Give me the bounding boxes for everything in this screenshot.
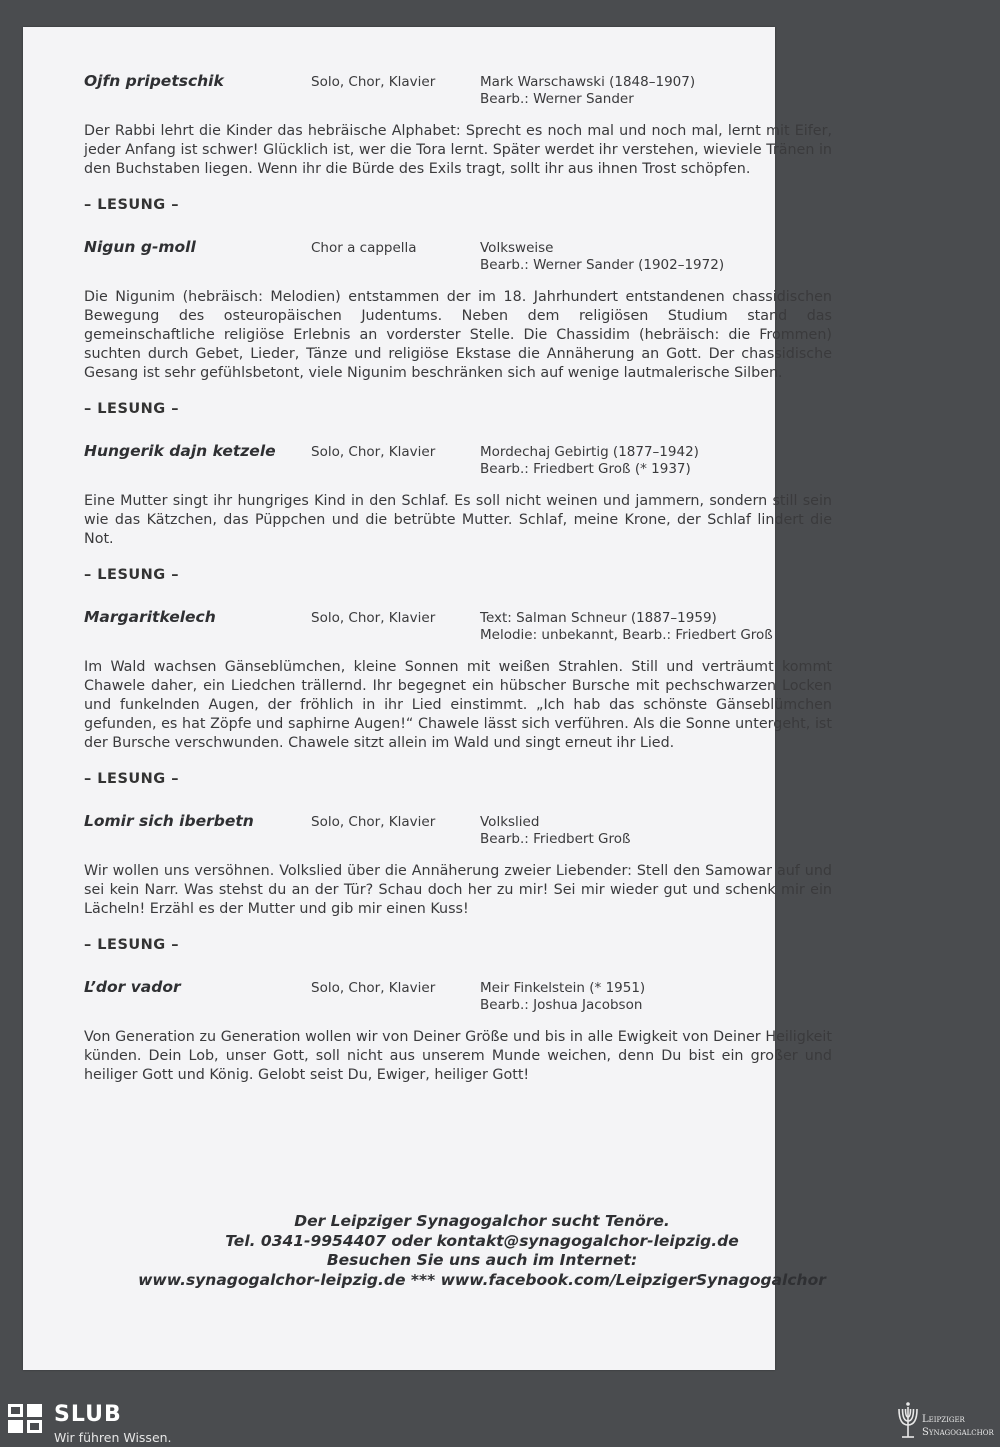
program-entry xyxy=(84,442,832,549)
notice-websites: www.synagogalchor-leipzig.de *** www.facebook.com/LeipzigerSynagogalchor xyxy=(138,1270,826,1289)
piece-description: Die Nigunim (hebräisch: Melodien) entstammen der im 18. Jahrhundert entstandenen chassidischen Bewegung des osteuropäischen Judentums. Neben dem religiösen Studium stand das gemeinschaftliche religiöse Erlebnis an vorderster Stelle. Die Chassidim (hebräisch: die Frommen) suchten durch Gebet, Lieder, Tänze und religiöse Ekstase die Annäherung an Gott. Der chassidische Gesang ist sehr gefühlsbetont, viele Nigunim beschränken sich auf wenige lautmalerische Silben. xyxy=(84,289,832,381)
piece-description: Wir wollen uns versöhnen. Volkslied über die Annäherung zweier Liebender: Stell den Samowar auf und sei kein Narr. Was stehst du an der Tür? Schau doch her zu mir! Sei mir wieder gut und schenk mir ein Lächeln! Erzähl es der Mutter und gib mir einen Kuss! xyxy=(84,863,832,917)
piece-description: Im Wald wachsen Gänseblümchen, kleine Sonnen mit weißen Strahlen. Still und verträumt kommt Chawele daher, ein Liedchen trällernd. Ihr begegnet ein hübscher Bursche mit pechschwarzen Locken und funkelnden Augen, der fröhlich in ihr Lied einstimmt. „Ich hab das schönste Gänseblümchen gefunden, es hat Zöpfe und saphirne Augen!“ Chawele lässt sich verführen. Als die Sonne untergeht, ist der Bursche verschwunden. Chawele sitzt allein im Wald und singt erneut ihr Lied. xyxy=(84,659,832,751)
entry-header xyxy=(84,608,820,648)
piece-title: Margaritkelech xyxy=(84,608,216,626)
piece-description: Der Rabbi lehrt die Kinder das hebräische Alphabet: Sprecht es noch mal und noch mal, lernt mit Eifer, jeder Anfang ist schwer! Glücklich ist, wer die Tora lernt. Später werdet ihr verstehen, wieviele Tränen in den Buchstaben liegen. Wenn ihr die Bürde des Exils tragt, sollt ihr aus ihnen Trost schöpfen. xyxy=(84,123,832,177)
composer-credit: Mordechaj Gebirtig (1877–1942) xyxy=(480,444,699,460)
composer-credit: Text: Salman Schneur (1887–1959) xyxy=(480,610,717,626)
piece-description: Eine Mutter singt ihr hungriges Kind in den Schlaf. Es soll nicht weinen und jammern, sondern still sein wie das Kätzchen, das Püppchen und die betrübte Mutter. Schlaf, meine Krone, der Schlaf lindert die Not. xyxy=(84,493,832,547)
slub-tagline: Wir führen Wissen. xyxy=(54,1430,172,1445)
program-entry xyxy=(84,978,832,1085)
piece-title: Hungerik dajn ketzele xyxy=(84,442,276,460)
composer-credit: Mark Warschawski (1848–1907) xyxy=(480,74,696,90)
slub-logo-icon xyxy=(8,1404,46,1434)
entry-header xyxy=(84,238,820,278)
choir-wordmark xyxy=(922,1413,994,1439)
program-entry xyxy=(84,812,832,919)
notice-headline: Der Leipziger Synagogalchor sucht Tenöre. xyxy=(294,1212,670,1230)
lesung-divider: – LESUNG – xyxy=(84,567,179,583)
entry-header xyxy=(84,812,820,852)
choir-name-line2: Synagogalchor xyxy=(922,1427,994,1438)
slub-wordmark: SLUB xyxy=(54,1402,122,1427)
lesung-divider: – LESUNG – xyxy=(84,401,179,417)
composer-credit: Volksweise xyxy=(480,240,554,256)
piece-title: Lomir sich iberbetn xyxy=(84,812,254,830)
composer-credit: Meir Finkelstein (* 1951) xyxy=(480,980,646,996)
piece-title: Ojfn pripetschik xyxy=(84,72,224,90)
program-entry xyxy=(84,608,832,753)
entry-header xyxy=(84,442,820,482)
lesung-divider: – LESUNG – xyxy=(84,937,179,953)
program-entry xyxy=(84,238,832,383)
notice-contact: Tel. 0341-9954407 oder kontakt@synagogalchor-leipzig.de xyxy=(225,1231,739,1250)
program-content xyxy=(84,72,832,1103)
piece-title: Nigun g-moll xyxy=(84,238,196,256)
choir-recruitment-notice xyxy=(84,1212,880,1290)
notice-internet: Besuchen Sie uns auch im Internet: xyxy=(326,1251,638,1269)
program-entry xyxy=(84,72,832,179)
piece-scoring: Chor a cappella xyxy=(311,240,417,256)
arranger-credit: Bearb.: Werner Sander (1902–1972) xyxy=(480,257,725,273)
piece-title: L’dor vador xyxy=(84,978,181,996)
arranger-credit: Bearb.: Joshua Jacobson xyxy=(480,997,643,1013)
arranger-credit: Bearb.: Friedbert Groß (* 1937) xyxy=(480,461,691,477)
choir-name-line1: Leipziger xyxy=(922,1414,965,1425)
piece-scoring: Solo, Chor, Klavier xyxy=(311,610,436,626)
piece-credits xyxy=(480,610,773,644)
lesung-divider: – LESUNG – xyxy=(84,771,179,787)
piece-credits xyxy=(480,444,699,478)
piece-credits xyxy=(480,240,724,274)
arranger-credit: Bearb.: Werner Sander xyxy=(480,91,634,107)
piece-scoring: Solo, Chor, Klavier xyxy=(311,814,436,830)
menorah-icon xyxy=(895,1399,921,1443)
piece-scoring: Solo, Chor, Klavier xyxy=(311,444,436,460)
arranger-credit: Melodie: unbekannt, Bearb.: Friedbert Groß xyxy=(480,627,773,643)
piece-scoring: Solo, Chor, Klavier xyxy=(311,74,436,90)
piece-description: Von Generation zu Generation wollen wir von Deiner Größe und bis in alle Ewigkeit von Deiner Heiligkeit künden. Dein Lob, unser Gott, soll nicht aus unserem Munde weichen, denn Du bist ein großer und heiliger Gott und König. Gelobt seist Du, Ewiger, heiliger Gott! xyxy=(84,1029,832,1083)
piece-scoring: Solo, Chor, Klavier xyxy=(311,980,436,996)
arranger-credit: Bearb.: Friedbert Groß xyxy=(480,831,631,847)
lesung-divider: – LESUNG – xyxy=(84,197,179,213)
composer-credit: Volkslied xyxy=(480,814,540,830)
piece-credits xyxy=(480,814,631,848)
entry-header xyxy=(84,72,820,112)
piece-credits xyxy=(480,980,645,1014)
entry-header xyxy=(84,978,820,1018)
piece-credits xyxy=(480,74,695,108)
